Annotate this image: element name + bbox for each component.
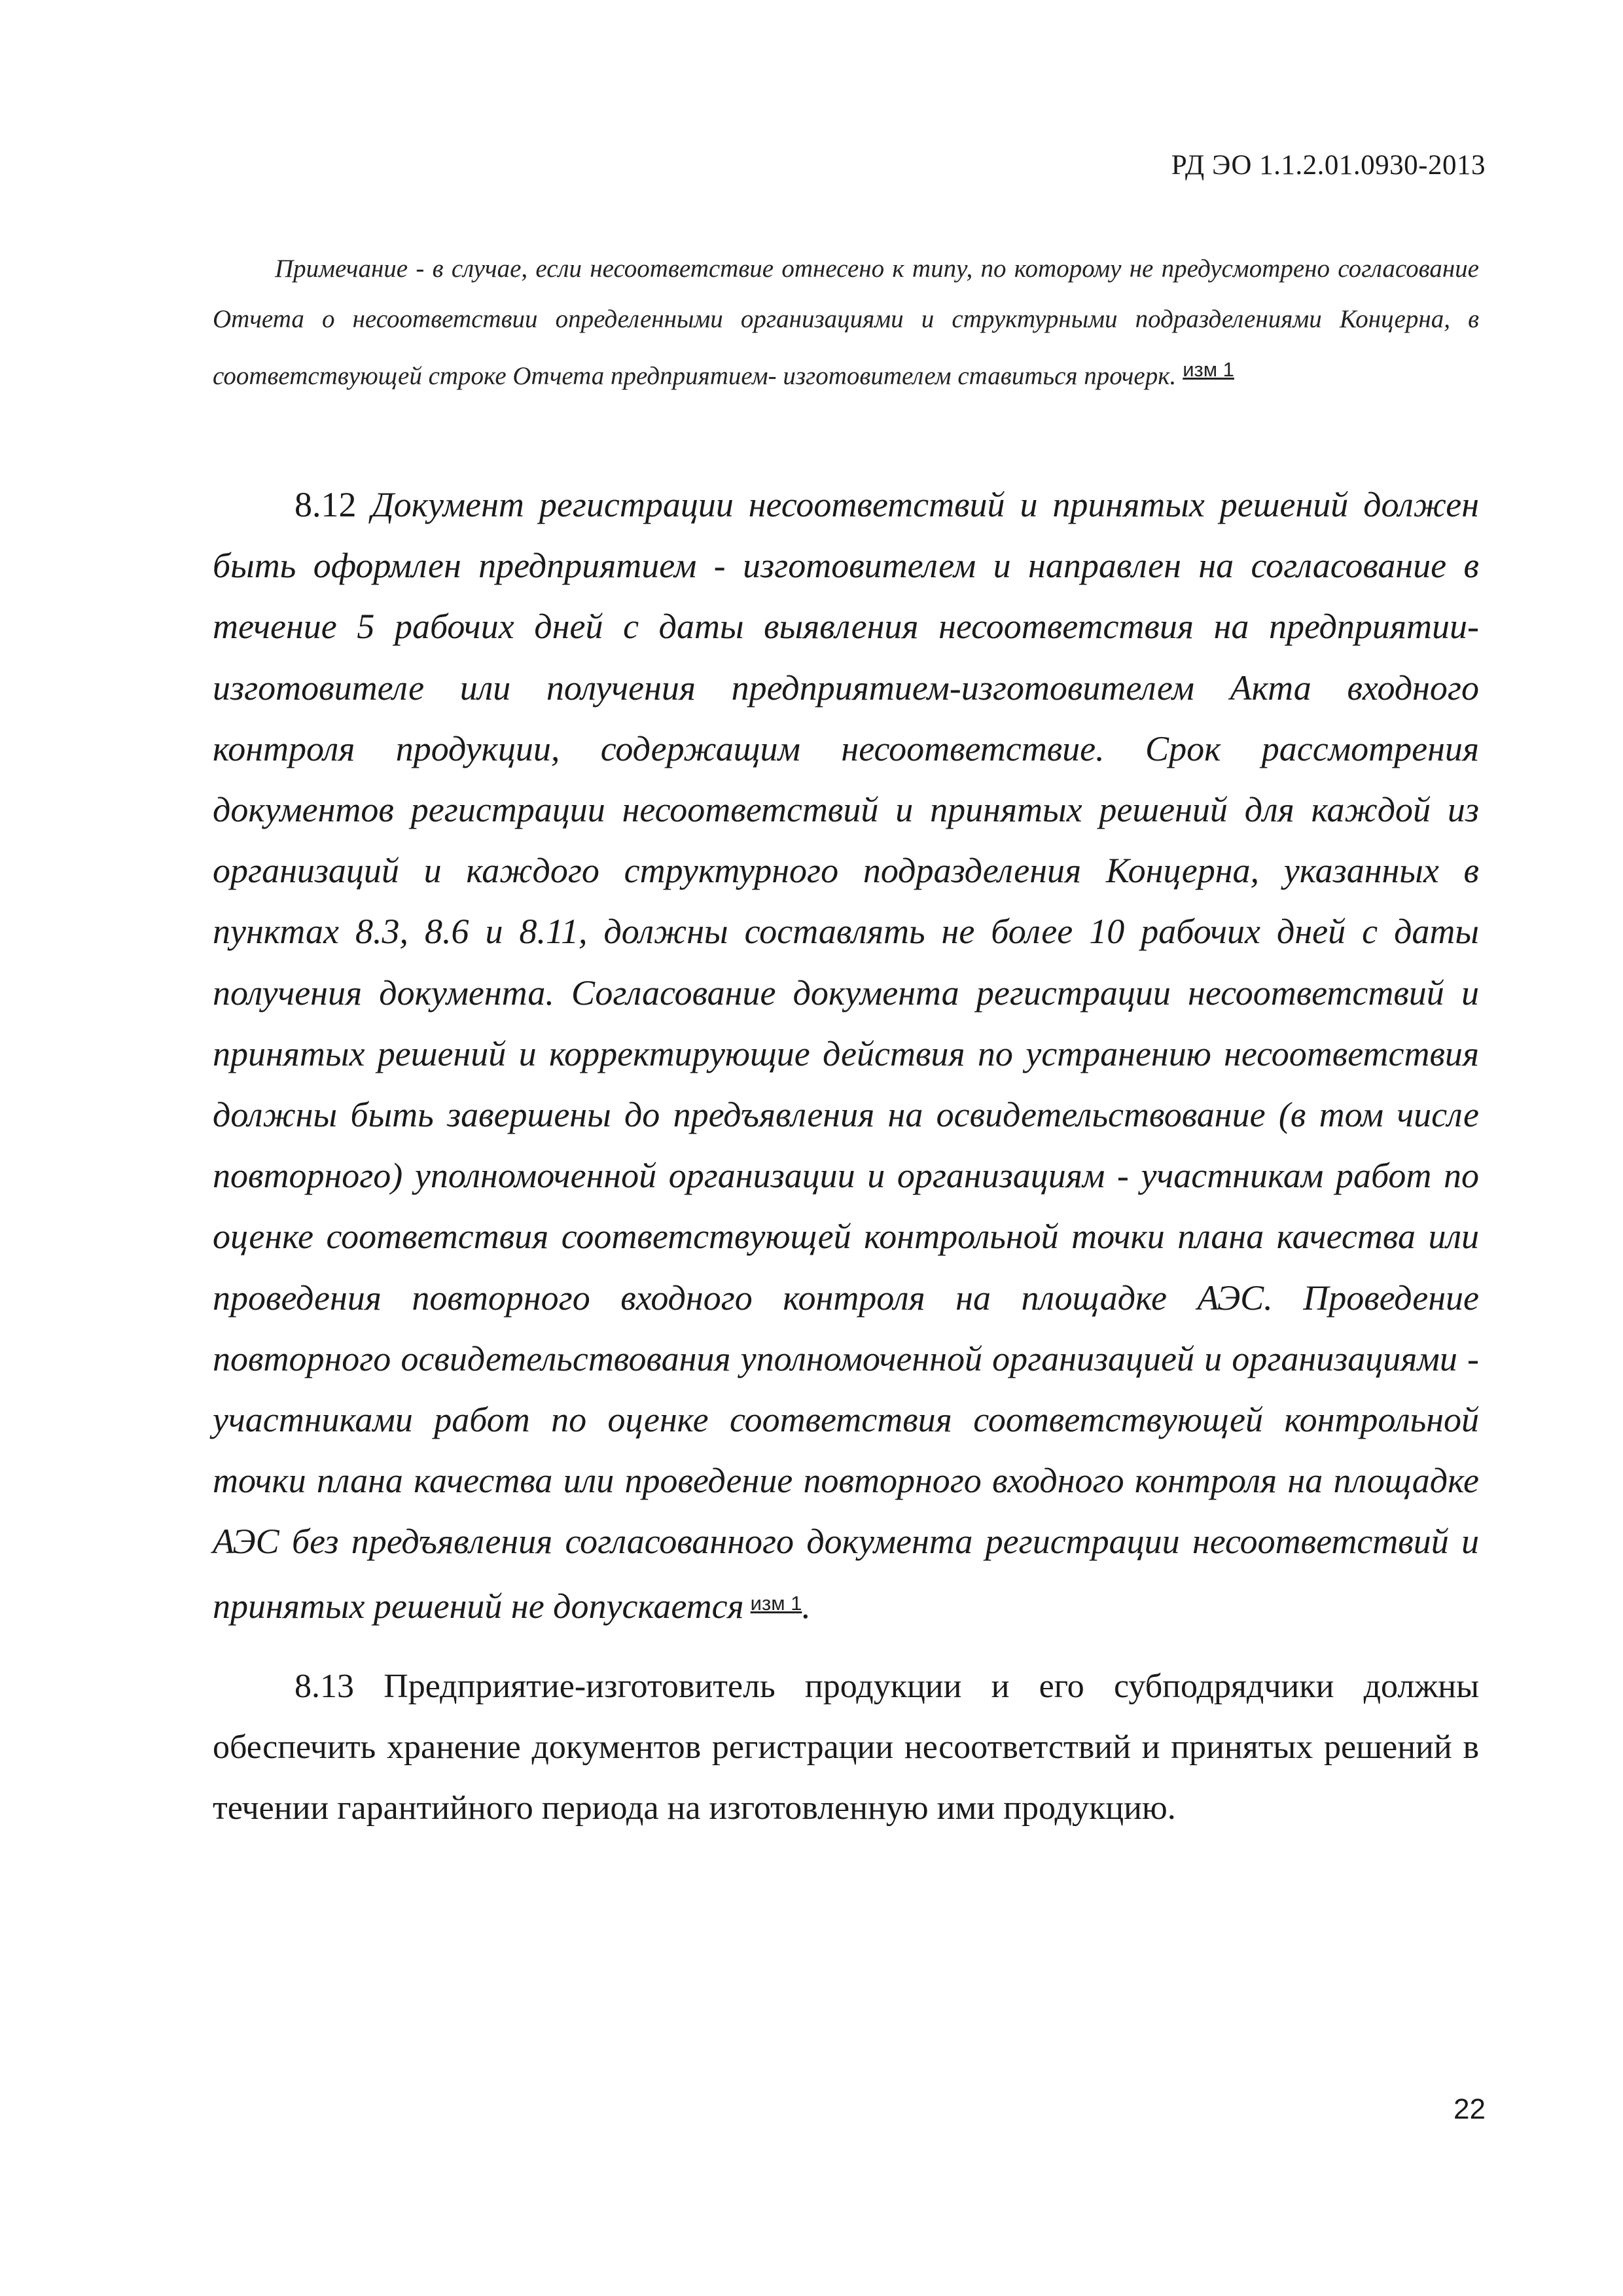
note-text: Примечание - в случае, если несоответствие отнесено к типу, по которому не предусмотрено согласование Отчета о несоответствии определенными организациями и структурными подразделениями Концерна, в соответствующей строке Отчета предприятием- изготовителем ставиться прочерк. xyxy=(213,255,1479,390)
revision-mark: изм 1 xyxy=(1183,358,1234,381)
section-8-13-paragraph xyxy=(213,1656,1479,1839)
section-8-12-paragraph xyxy=(213,475,1479,1637)
section-number: 8.12 xyxy=(294,485,357,524)
section-number: 8.13 xyxy=(294,1668,354,1705)
note-paragraph xyxy=(213,243,1479,401)
section-text: Предприятие-изготовитель продукции и его субподрядчики должны обеспечить хранение документов регистрации несоответствий и принятых решений в течении гарантийного периода на изготовленную ими продукцию. xyxy=(213,1668,1480,1827)
end-punctuation: . xyxy=(802,1586,811,1626)
page-number: 22 xyxy=(1454,2093,1486,2125)
revision-mark: изм 1 xyxy=(750,1591,802,1615)
section-text: Документ регистрации несоответствий и принятых решений должен быть оформлен предприятием - изготовителем и направлен на согласование в течение 5 рабочих дней с даты выявления несоответствия на предприятии-изготовителе или получения предприятием-изготовителем Акта входного контроля продукции, содержащим несоответствие. Срок рассмотрения документов регистрации несоответствий и принятых решений для каждой из организаций и каждого структурного подразделения Концерна, указанных в пунктах 8.3, 8.6 и 8.11, должны составлять не более 10 рабочих дней с даты получения документа. Согласование документа регистрации несоответствий и принятых решений и корректирующие действия по устранению несоответствия должны быть завершены до предъявления на освидетельствование (в том числе повторного) уполномоченной организации и организациям - участникам работ по оценке соответствия соответствующей контрольной точки плана качества или проведения повторного входного контроля на площадке АЭС. Проведение повторного освидетельствования уполномоченной организацией и организациями - участниками работ по оценке соответствия соответствующей контрольной точки плана качества или проведение повторного входного контроля на площадке АЭС без предъявления согласованного документа регистрации несоответствий и принятых решений не допускается xyxy=(213,485,1479,1626)
document-code: РД ЭО 1.1.2.01.0930-2013 xyxy=(1171,150,1486,181)
